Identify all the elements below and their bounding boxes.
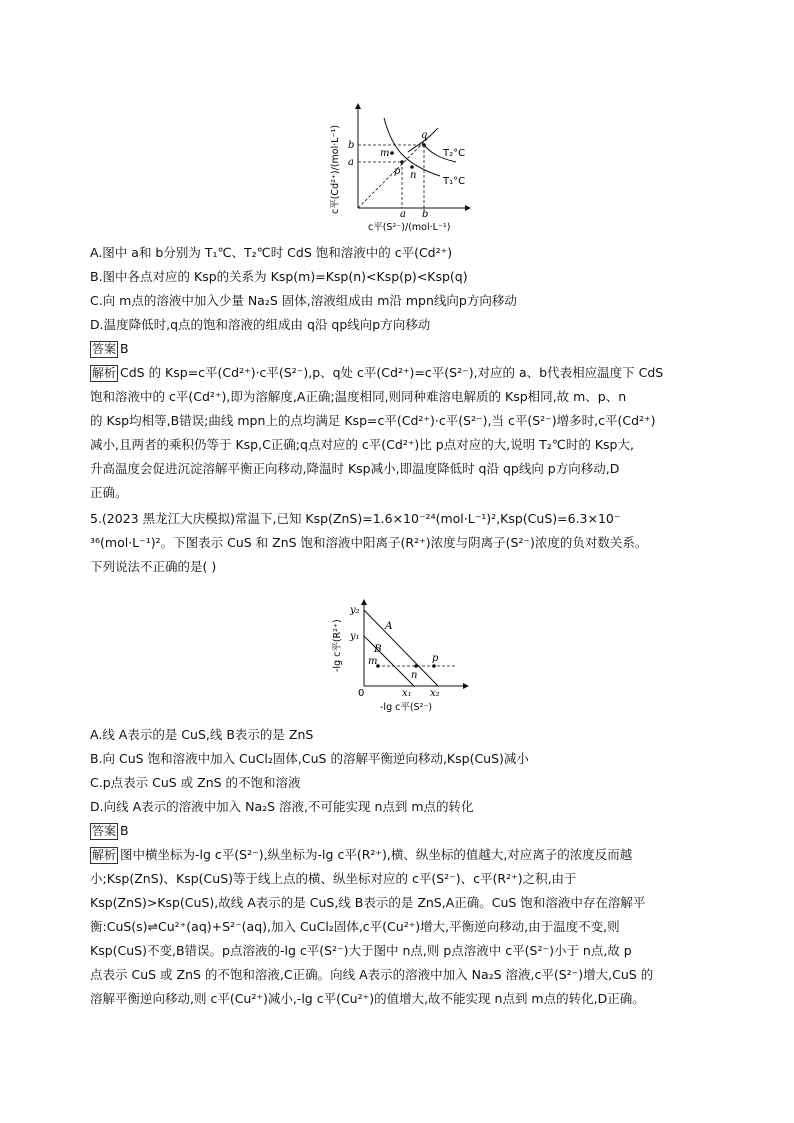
y-axis-label: c平(Cd²⁺)/(mol·L⁻¹) (330, 124, 341, 214)
q5-stem-2: ³⁶(mol·L⁻¹)²。下图表示 CuS 和 ZnS 饱和溶液中阳离子(R²⁺)浓度与阴离子(S²⁻)浓度的负对数关系。 (90, 535, 648, 550)
tick-a-x: a (400, 209, 406, 220)
label-n: n (410, 170, 417, 181)
tick-b: b (348, 140, 355, 151)
tick-y1: y₁ (350, 631, 360, 642)
q5-option-b: B.向 CuS 饱和溶液中加入 CuCl₂固体,CuS 的溶解平衡逆向移动,Ksp(CuS)减小 (90, 751, 529, 766)
q5-analysis-line-3: Ksp(ZnS)>Ksp(CuS),故线 A表示的是 CuS,线 B表示的是 ZnS,A正确。CuS 饱和溶液中存在溶解平 (90, 895, 646, 910)
point-q (422, 143, 426, 147)
analysis-tag: 解析 (92, 366, 117, 380)
q4-analysis-line-6: 正确。 (90, 485, 128, 500)
q5-analysis-line-6: 点表示 CuS 或 ZnS 的不饱和溶液,C正确。向线 A表示的溶液中加入 Na₂S 溶液,c平(S²⁻)增大,CuS 的 (90, 967, 654, 982)
tick-y2: y₂ (350, 605, 360, 616)
q4-option-a: A.图中 a和 b分别为 T₁℃、T₂℃时 CdS 饱和溶液中的 c平(Cd²⁺) (90, 245, 453, 260)
q4-analysis-line-4: 减小,且两者的乘积仍等于 Ksp,C正确;q点对应的 c平(Cd²⁺)比 p点对应的大,说明 T₂℃时的 Ksp大, (90, 437, 634, 452)
tick-a: a (348, 157, 354, 168)
analysis-tag: 解析 (92, 848, 117, 862)
cus-zns-graph (322, 596, 482, 718)
label-p: p (394, 166, 401, 177)
label-t1: T₁°C (443, 176, 466, 187)
q4-analysis-line-1 (90, 364, 663, 382)
point-p (432, 664, 436, 668)
tick-x1: x₁ (402, 688, 412, 699)
x-axis-label: c平(S²⁻)/(mol·L⁻¹) (368, 222, 451, 233)
point-n (414, 664, 418, 668)
label-line-b: B (374, 643, 382, 655)
label-m: m (380, 148, 390, 159)
q4-option-d: D.温度降低时,q点的饱和溶液的组成由 q沿 qp线向p方向移动 (90, 317, 431, 332)
point-p (400, 160, 404, 164)
answer-tag: 答案 (92, 824, 117, 838)
q5-option-d: D.向线 A表示的溶液中加入 Na₂S 溶液,不可能实现 n点到 m点的转化 (90, 799, 474, 814)
q5-analysis-line-2: 小;Ksp(ZnS)、Ksp(CuS)等于线上点的横、纵坐标对应的 c平(S²⁻)、c平(R²⁺)之积,由于 (90, 871, 577, 886)
q5-option-a: A.线 A表示的是 CuS,线 B表示的是 ZnS (90, 727, 314, 742)
q5-analysis-line-7: 溶解平衡逆向移动,则 c平(Cu²⁺)减小,-lg c平(Cu²⁺)的值增大,故不能实现 n点到 m点的转化,D正确。 (90, 991, 645, 1006)
point-n (410, 165, 414, 169)
q5-option-c: C.p点表示 CuS 或 ZnS 的不饱和溶液 (90, 775, 301, 790)
label-q: q (421, 130, 428, 141)
analysis-text: 图中横坐标为-lg c平(S²⁻),纵坐标为-lg c平(R²⁺),横、纵坐标的值越大,对应离子的浓度反而越 (120, 847, 633, 862)
q5-answer-line (90, 822, 129, 840)
x-axis-label: -lg c平(S²⁻) (380, 702, 433, 713)
label-line-a: A (385, 620, 393, 632)
label-m: m (368, 656, 378, 667)
q5-analysis-line-5: Ksp(CuS)不变,B错误。p点溶液的-lg c平(S²⁻)大于图中 n点,则 p点溶液中 c平(S²⁻)小于 n点,故 p (90, 943, 632, 958)
q5-analysis-line-4: 衡:CuS(s)⇌Cu²⁺(aq)+S²⁻(aq),加入 CuCl₂固体,c平(Cu²⁺)增大,平衡逆向移动,由于温度不变,则 (90, 919, 620, 934)
cds-solubility-graph (320, 96, 490, 236)
q4-analysis-line-5: 升高温度会促进沉淀溶解平衡正向移动,降温时 Ksp减小,即温度降低时 q沿 qp线向 p方向移动,D (90, 461, 620, 476)
q4-option-c: C.向 m点的溶液中加入少量 Na₂S 固体,溶液组成由 m沿 mpn线向p方向移动 (90, 293, 517, 308)
tick-b-x: b (422, 209, 429, 220)
q4-option-b: B.图中各点对应的 Ksp的关系为 Ksp(m)=Ksp(n)<Ksp(p)<Ksp(q) (90, 269, 468, 284)
answer-tag: 答案 (92, 342, 117, 356)
q5-stem-3: 下列说法不正确的是( ) (90, 559, 217, 574)
answer-value: B (120, 341, 129, 356)
analysis-text: CdS 的 Ksp=c平(Cd²⁺)·c平(S²⁻),p、q处 c平(Cd²⁺)=c平(S²⁻),对应的 a、b代表相应温度下 CdS (120, 365, 664, 380)
answer-value: B (120, 823, 129, 838)
y-axis-label: -lg c平(R²⁺) (332, 619, 343, 672)
q5-analysis-line-1 (90, 846, 632, 864)
origin-label: 0 (358, 688, 365, 699)
q4-answer-line (90, 340, 129, 358)
tick-x2: x₂ (430, 688, 440, 699)
point-m (390, 151, 394, 155)
q5-stem-1: 5.(2023 黑龙江大庆模拟)常温下,已知 Ksp(ZnS)=1.6×10⁻²⁴(mol·L⁻¹)²,Ksp(CuS)=6.3×10⁻ (90, 511, 621, 526)
label-n: n (411, 670, 418, 681)
q4-analysis-line-3: 的 Ksp均相等,B错误;曲线 mpn上的点均满足 Ksp=c平(Cd²⁺)·c平(S²⁻),当 c平(S²⁻)增多时,c平(Cd²⁺) (90, 413, 656, 428)
label-p: p (432, 653, 439, 664)
q4-analysis-line-2: 饱和溶液中的 c平(Cd²⁺),即为溶解度,A正确;温度相同,则同种难溶电解质的 Ksp相同,故 m、p、n (90, 389, 627, 404)
label-t2: T₂°C (443, 148, 466, 159)
